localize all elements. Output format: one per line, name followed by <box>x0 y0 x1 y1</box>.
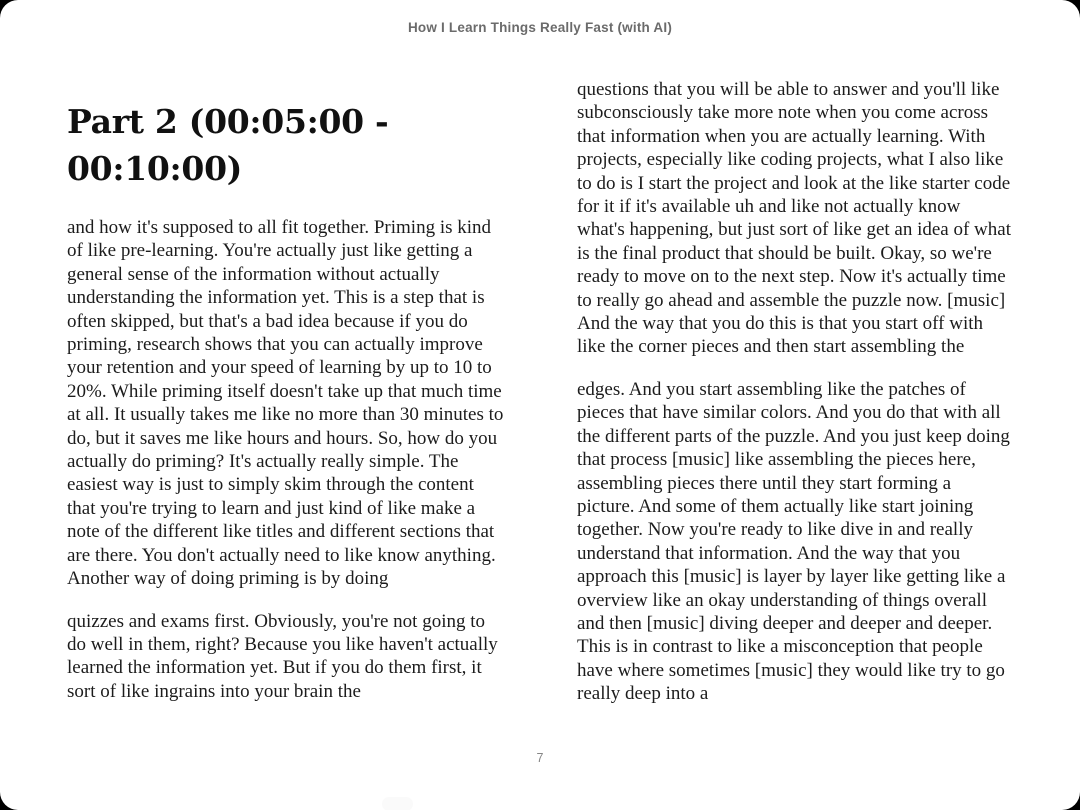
paragraph: and how it's supposed to all fit together. Priming is kind of like pre-learning. You're actually just like getting a general sense of the information without actually understanding the information yet. This is a step that is often skipped, but that's a bad idea because if you do priming, research shows that you can actually improve your retention and your speed of learning by up to 10 to 20%. While priming itself doesn't take up that much time at all. It usually takes me like no more than 30 minutes to do, but it saves me like hours and hours. So, how do you actually do priming? It's actually really simple. The easiest way is just to simply skim through the content that you're trying to learn and just kind of like make a note of the different like titles and different sections that are there. You don't actually need to like know anything. Another way of doing priming is by doing <box>67 217 504 590</box>
document-header-title: How I Learn Things Really Fast (with AI) <box>407 20 673 35</box>
section-heading: Part 2 (00:05:00 - 00:10:00) <box>67 102 389 188</box>
bottom-edge-peek-pill <box>382 797 413 810</box>
text-column-right <box>577 78 1011 706</box>
paragraph: quizzes and exams first. Obviously, you're not going to do well in them, right? Because you like haven't actually learned the information yet. But if you do them first, it sort of like ingrains into your brain the <box>67 610 498 702</box>
paragraph: edges. And you start assembling like the patches of pieces that have similar colors. And you do that with all the different parts of the puzzle. And you just keep doing that process [music] like assembling the pieces here, assembling pieces there until they start forming a picture. And some of them actually like start joining together. Now you're ready to like dive in and really understand that information. And the way that you approach this [music] is layer by layer like getting like a overview like an okay understanding of things overall and then [music] diving deeper and deeper and deeper. This is in contrast to like a misconception that people have where sometimes [music] they would like try to go really deep into a <box>577 378 1010 705</box>
page-number: 7 <box>536 751 544 765</box>
text-column-left <box>67 78 505 703</box>
paragraph: questions that you will be able to answer and you'll like subconsciously take more note when you come across that information when you are actually learning. With projects, especially like coding projects, what I also like to do is I start the project and look at the like starter code for it if it's available uh and like not actually know what's happening, but just sort of like get an idea of what is the final product that should be built. Okay, so we're ready to move on to the next step. Now it's actually time to really go ahead and assemble the puzzle now. [music] And the way that you do this is that you start off with like the corner pieces and then start assembling the <box>577 79 1011 358</box>
